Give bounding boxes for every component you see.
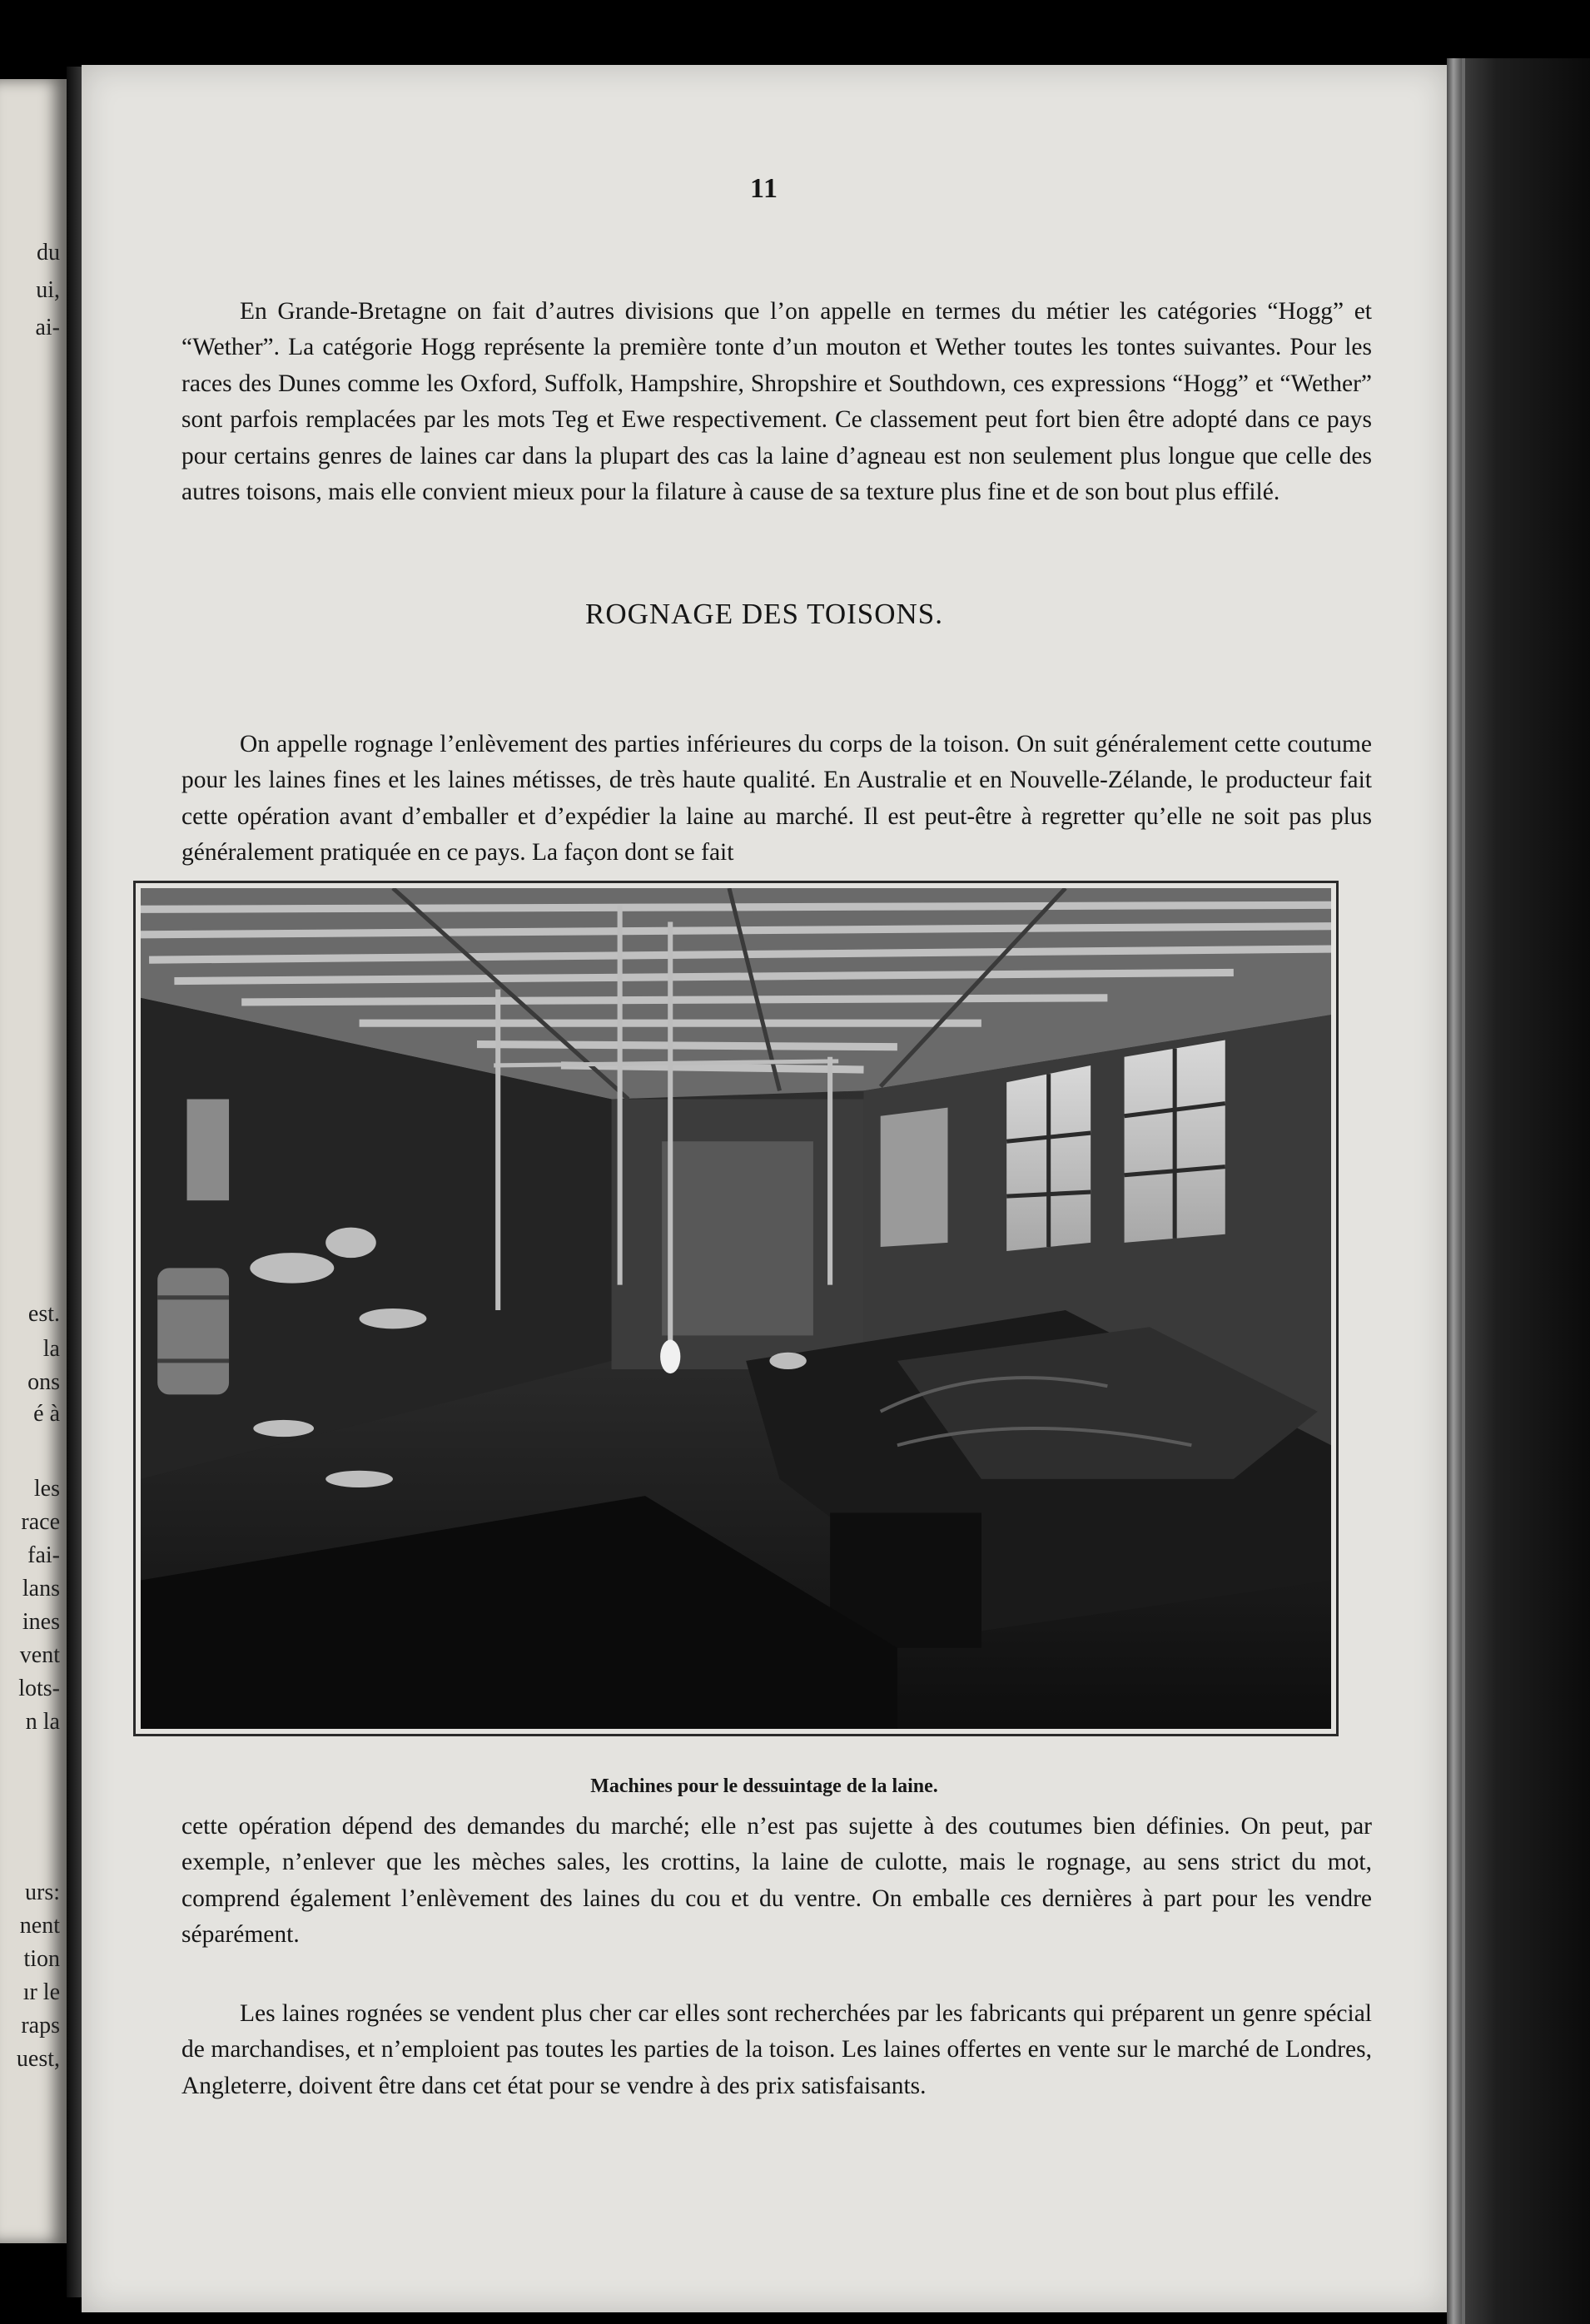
facing-page-fragment: uest, (16, 2046, 60, 2072)
section-heading: ROGNAGE DES TOISONS. (584, 598, 943, 630)
facing-page-fragment: urs: (25, 1880, 60, 1905)
facing-page-fragment: la (42, 1336, 60, 1362)
paragraph-hogg-wether: En Grande-Bretagne on fait d’autres divisions que l’on appelle en termes du métier les catégories “Hogg” et “Wether”. La catégorie Hogg représente la première tonte d’un mouton et Wether toutes les tontes suivantes. Pour les races des Dunes comme les Oxford, Suffolk, Hampshire, Shropshire et Southdown, ces expressions “Hogg” et “Wether” sont parfois remplacées par les mots Teg et Ewe respectivement. Ce classement peut fort bien être adopté dans ce pays pour certains genres de laines car dans la plupart des cas la laine d’agneau est non seulement plus longue que celle des autres toisons, mais elle convient mieux pour la filature à cause de sa texture plus fine et de son bout plus effilé. (181, 298, 1372, 506)
facing-page-fragment: race (21, 1509, 60, 1535)
page-number: 11 (749, 173, 779, 204)
facing-page-fragment: du (37, 240, 60, 266)
facing-page-fragment: ır le (22, 1979, 60, 2005)
facing-page-fragment: lans (22, 1576, 60, 1601)
facing-page-fragment: é à (33, 1401, 60, 1427)
facing-page-fragment: ons (27, 1369, 60, 1395)
book-gutter (67, 67, 83, 2297)
facing-page-fragment: lots- (18, 1676, 60, 1701)
facing-page-fragment: ai- (35, 315, 60, 340)
facing-page-fragment: nent (19, 1913, 60, 1939)
facing-page-fragment: raps (21, 2013, 60, 2038)
facing-page-edge (0, 79, 67, 2243)
facing-page-fragment: fai- (27, 1542, 60, 1568)
photograph-wool-scouring-machines (141, 888, 1331, 1729)
photograph-frame (133, 881, 1339, 1736)
book-cover-edge (1447, 58, 1590, 2324)
book-page (82, 65, 1447, 2312)
facing-page-fragment: n la (25, 1709, 60, 1735)
paragraph-rognage-price: Les laines rognées se vendent plus cher car elles sont recherchées par les fabricants qui préparent un genre spécial de marchandises, et n’emploient pas toutes les parties de la toison. Les laines offertes en vente sur le marché de Londres, Angleterre, doivent être dans cet état pour se vendre à des prix satisfaisants. (181, 2000, 1372, 2099)
facing-page-fragment: est. (27, 1301, 60, 1327)
facing-page-fragment: ui, (36, 277, 60, 303)
facing-page-fragment: ines (22, 1609, 60, 1635)
paragraph-rognage-intro: On appelle rognage l’enlèvement des parties inférieures du corps de la toison. On suit généralement cette coutume pour les laines fines et les laines métisses, de très haute qualité. En Australie et en Nouvelle-Zélande, le producteur fait cette opération avant d’emballer et d’expédier la laine au marché. Il est peut-être à regretter qu’elle ne soit pas plus généralement pratiquée en ce pays. La façon dont se fait (181, 731, 1372, 867)
photograph-caption: Machines pour le dessuintage de la laine. (590, 1775, 938, 1797)
facing-page-fragment: vent (19, 1642, 60, 1668)
cover-edge-strip (1462, 58, 1465, 2324)
facing-page-fragment: tion (23, 1946, 60, 1972)
facing-page-fragment: les (33, 1476, 60, 1502)
paragraph-rognage-method: cette opération dépend des demandes du marché; elle n’est pas sujette à des coutumes bien définies. On peut, par exemple, n’enlever que les mèches sales, les crottins, la laine de culotte, mais le rognage, au sens strict du mot, comprend également l’enlèvement des laines du cou et du ventre. On emballe ces dernières à part pour les vendre séparément. (181, 1813, 1372, 1949)
